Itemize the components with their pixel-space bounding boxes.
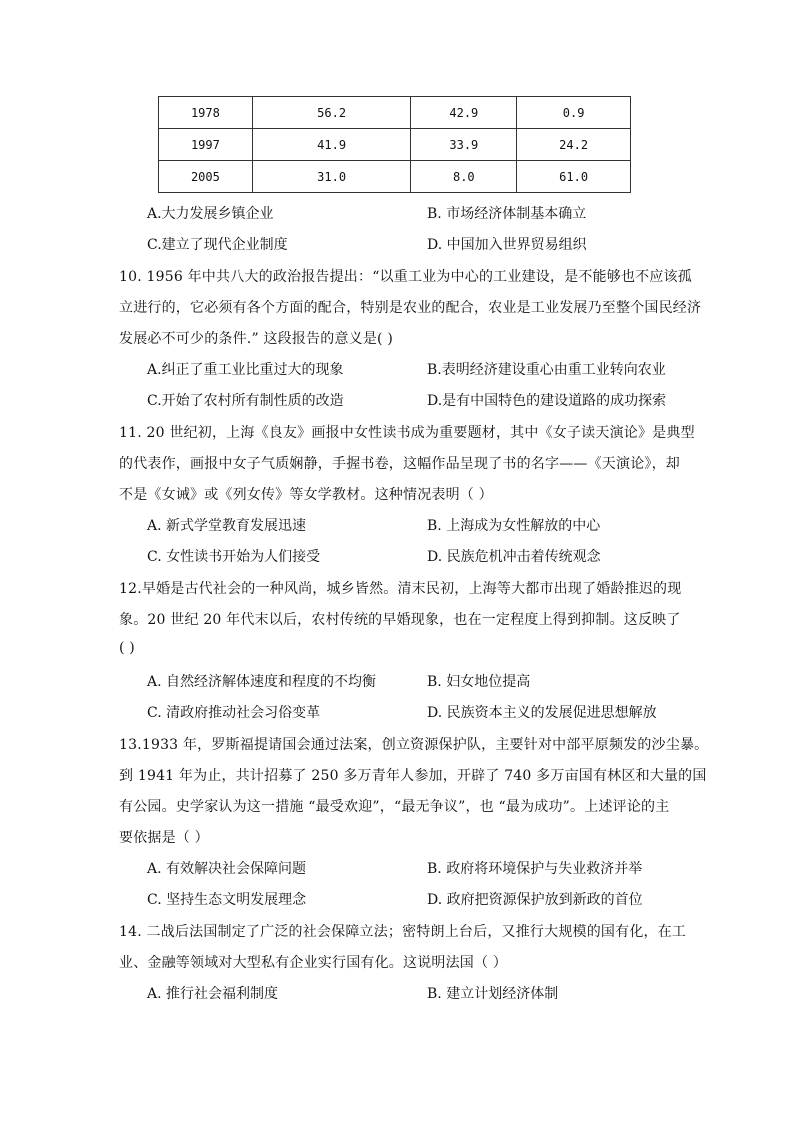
table-cell: 42.9 (411, 97, 517, 129)
q9-option-a: A.大力发展乡镇企业 (147, 206, 274, 222)
q10-stem-line: 立进行的，它必须有各个方面的配合，特别是农业的配合，农业是工业发展乃至整个国民经济 (119, 300, 702, 316)
q11-option-b: B. 上海成为女性解放的中心 (427, 518, 601, 534)
q14-stem-line: 业、金融等领域对大型私有企业实行国有化。这说明法国（ ） (119, 955, 508, 971)
table-cell: 31.0 (252, 161, 411, 193)
q13-stem-line: 有公园。史学家认为这一措施 “最受欢迎”，“最无争议”，也 “最为成功”。上述评论的主 (119, 799, 670, 815)
table-cell: 2005 (159, 161, 253, 193)
q14-option-a: A. 推行社会福利制度 (147, 986, 279, 1002)
table-cell: 1997 (159, 129, 253, 161)
table-row (159, 97, 631, 129)
q10-option-c: C.开始了农村所有制性质的改造 (147, 393, 344, 409)
q10-option-a: A.纠正了重工业比重过大的现象 (147, 362, 344, 378)
q11-option-d: D. 民族危机冲击着传统观念 (427, 549, 601, 565)
q14-stem-line: 14. 二战后法国制定了广泛的社会保障立法；密特朗上台后，又推行大规模的国有化，在工 (119, 924, 687, 940)
table-cell: 41.9 (252, 129, 411, 161)
q13-option-d: D. 政府把资源保护放到新政的首位 (427, 892, 643, 908)
q11-option-c: C. 女性读书开始为人们接受 (147, 549, 321, 565)
q11-stem-line: 的代表作，画报中女子气质娴静，手握书卷，这幅作品呈现了书的名字——《天演论》，却 (119, 456, 680, 472)
q13-option-c: C. 坚持生态文明发展理念 (147, 892, 307, 908)
q13-stem-line: 到 1941 年为止，共计招募了 250 多万青年人参加，开辟了 740 多万亩国有林区和大量的国 (119, 768, 707, 784)
q12-option-b: B. 妇女地位提高 (427, 674, 531, 690)
q14-option-b: B. 建立计划经济体制 (427, 986, 559, 1002)
q12-stem-line: 12.早婚是古代社会的一种风尚，城乡皆然。清末民初，上海等大都市出现了婚龄推迟的现 (119, 581, 682, 597)
q10-option-d: D.是有中国特色的建设道路的成功探索 (427, 393, 667, 409)
table-cell: 24.2 (517, 129, 631, 161)
q11-option-a: A. 新式学堂教育发展迅速 (147, 518, 307, 534)
table-cell: 61.0 (517, 161, 631, 193)
q12-option-a: A. 自然经济解体速度和程度的不均衡 (147, 674, 377, 690)
q13-option-a: A. 有效解决社会保障问题 (147, 861, 307, 877)
q10-stem-line: 10. 1956 年中共八大的政治报告提出：“以重工业为中心的工业建设，是不能够也不应该孤 (119, 269, 692, 285)
q12-stem-line: ( ) (119, 640, 135, 656)
q12-option-d: D. 民族资本主义的发展促进思想解放 (427, 705, 657, 721)
table-row (159, 161, 631, 193)
q11-stem-line: 不是《女诫》或《列女传》等女学教材。这种情况表明（ ） (119, 487, 493, 503)
data-table (158, 96, 631, 193)
q11-stem-line: 11. 20 世纪初，上海《良友》画报中女性读书成为重要题材，其中《女子读天演论》是典型 (119, 425, 695, 441)
table-cell: 1978 (159, 97, 253, 129)
q9-option-c: C.建立了现代企业制度 (147, 237, 288, 253)
q9-option-d: D. 中国加入世界贸易组织 (427, 237, 587, 253)
q12-stem-line: 象。20 世纪 20 年代末以后，农村传统的早婚现象，也在一定程度上得到抑制。这反映了 (119, 612, 681, 628)
q13-stem-line: 13.1933 年，罗斯福提请国会通过法案，创立资源保护队，主要针对中部平原频发的沙尘暴。 (119, 737, 709, 753)
q10-option-b: B.表明经济建设重心由重工业转向农业 (427, 362, 666, 378)
table-row (159, 129, 631, 161)
q13-option-b: B. 政府将环境保护与失业救济并举 (427, 861, 643, 877)
table-cell: 56.2 (252, 97, 411, 129)
q13-stem-line: 要依据是（ ） (119, 830, 209, 846)
q10-stem-line: 发展必不可少的条件.” 这段报告的意义是( ) (119, 331, 394, 347)
table-cell: 0.9 (517, 97, 631, 129)
table-cell: 8.0 (411, 161, 517, 193)
q12-option-c: C. 清政府推动社会习俗变革 (147, 705, 321, 721)
q9-option-b: B. 市场经济体制基本确立 (427, 206, 587, 222)
table-cell: 33.9 (411, 129, 517, 161)
